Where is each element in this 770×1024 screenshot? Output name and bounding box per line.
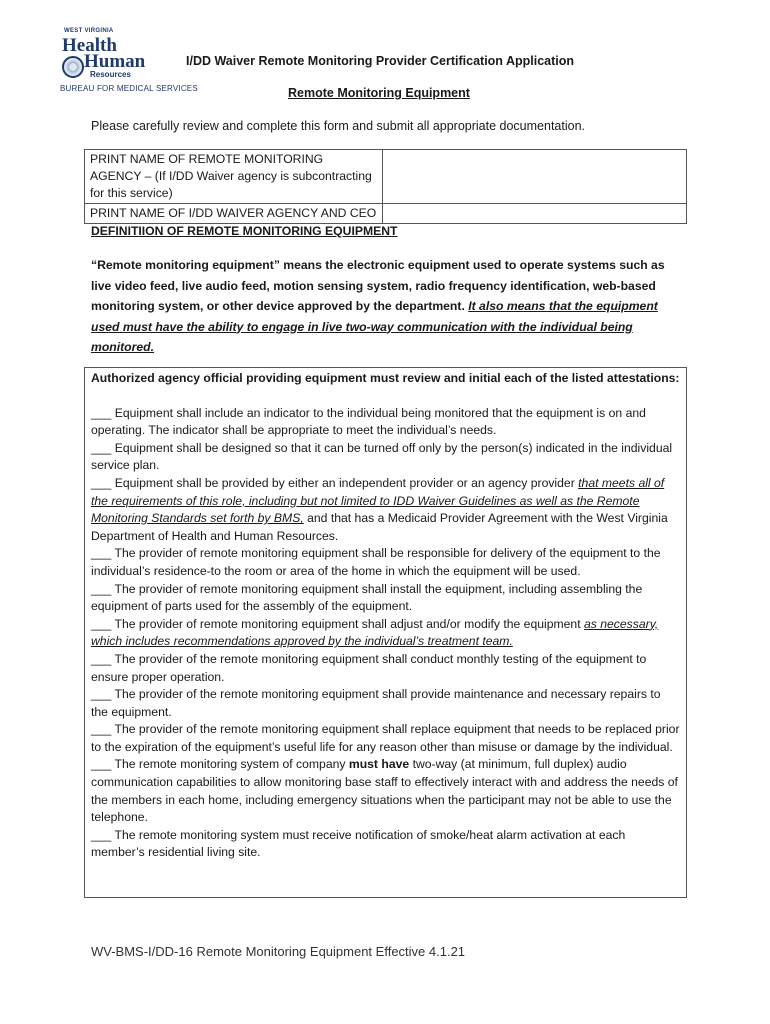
logo-bureau-text: BUREAU FOR MEDICAL SERVICES xyxy=(60,84,198,93)
attestation-item: ___ Equipment shall include an indicator to the individual being monitored that the equipment is on and operating. The indicator shall be appropriate to meet the individual’s needs. xyxy=(91,405,646,438)
table-row xyxy=(85,204,687,224)
attestation-emphasis: that meets all of the requirements of this role, including but not limited to IDD Waiver Guidelines as well as the Remote Monitoring Standards set forth by BMS, xyxy=(91,475,665,526)
attestation-item xyxy=(91,756,680,826)
remote-agency-label: PRINT NAME OF REMOTE MONITORING AGENCY – (If I/DD Waiver agency is subcontracting for this service) xyxy=(85,150,383,204)
attestations-heading: Authorized agency official providing equipment must review and initial each of the listed attestations: xyxy=(91,371,680,385)
logo-human-text: Human xyxy=(84,51,146,72)
attestations-box xyxy=(84,367,687,898)
attestation-item: ___ Equipment shall be designed so that it can be turned off only by the person(s) indicated in the individual service plan. xyxy=(91,440,673,473)
agency-info-table xyxy=(84,149,687,224)
attestation-emphasis: as necessary, which includes recommendations approved by the individual’s treatment team. xyxy=(91,616,659,649)
definition-body xyxy=(91,255,687,358)
state-seal-icon xyxy=(62,56,84,78)
attestation-text: two-way (at minimum, full duplex) audio communication capabilities to allow monitoring base staff to effectively interact with and address the needs of the members in each home, including emergency situations when the participant may not be able to use the telephone. xyxy=(91,757,678,825)
dhhr-logo xyxy=(58,28,198,98)
document-title: I/DD Waiver Remote Monitoring Provider Certification Application xyxy=(186,54,575,68)
attestation-item: ___ The provider of the remote monitoring equipment shall conduct monthly testing of the equipment to ensure proper operation. xyxy=(91,651,647,684)
attestation-item: ___ The provider of remote monitoring equipment shall install the equipment, including assembling the equipment of parts used for the assembly of the equipment. xyxy=(91,581,643,614)
document-subtitle: Remote Monitoring Equipment xyxy=(288,86,470,100)
logo-state-text: WEST VIRGINIA xyxy=(64,28,114,34)
remote-agency-field[interactable] xyxy=(383,150,687,204)
intro-instructions: Please carefully review and complete this form and submit all appropriate documentation. xyxy=(91,119,586,133)
waiver-agency-label: PRINT NAME OF I/DD WAIVER AGENCY AND CEO xyxy=(85,204,383,224)
attestation-item: ___ The provider of the remote monitoring equipment shall provide maintenance and necessary repairs to the equipment. xyxy=(91,687,661,719)
attestation-bold: must have xyxy=(348,757,410,772)
attestation-text: ___ Equipment shall be provided by either an independent provider or an agency provider xyxy=(91,475,575,490)
table-row xyxy=(85,150,687,204)
waiver-agency-field[interactable] xyxy=(383,204,687,224)
attestation-item: ___ The remote monitoring system must receive notification of smoke/heat alarm activation at each member’s residential living site. xyxy=(91,827,626,860)
attestation-item: ___ The provider of the remote monitoring equipment shall replace equipment that needs to be replaced prior to the expiration of the equipment’s useful life for any reason other than misuse or damage by the individual. xyxy=(91,722,680,754)
attestation-text: ___ The remote monitoring system of company xyxy=(91,757,346,772)
attestation-item: ___ The provider of remote monitoring equipment shall be responsible for delivery of the equipment to the individual’s residence-to the room or area of the home in which the equipment will be used. xyxy=(91,546,661,578)
logo-resources-text: Resources xyxy=(90,70,131,79)
attestation-text: and that has a Medicaid Provider Agreement with the West Virginia Department of Health and Human Resources. xyxy=(91,511,668,543)
page-footer: WV-BMS-I/DD-16 Remote Monitoring Equipment Effective 4.1.21 xyxy=(91,944,466,959)
attestation-text: ___ The provider of remote monitoring equipment shall adjust and/or modify the equipment xyxy=(91,616,581,631)
logo-health-text: Health xyxy=(62,35,117,56)
definition-emphasis: It also means that the equipment used must have the ability to engage in live two-way communication with the individual being monitored. xyxy=(91,299,658,354)
definition-heading: DEFINITIION OF REMOTE MONITORING EQUIPMENT xyxy=(91,224,398,238)
attestation-item xyxy=(91,475,680,545)
definition-text: “Remote monitoring equipment” means the electronic equipment used to operate systems such as live video feed, live audio feed, motion sensing system, radio frequency identification, web-based monitoring system, or other device approved by the department. xyxy=(91,258,665,313)
attestation-item xyxy=(91,616,680,651)
